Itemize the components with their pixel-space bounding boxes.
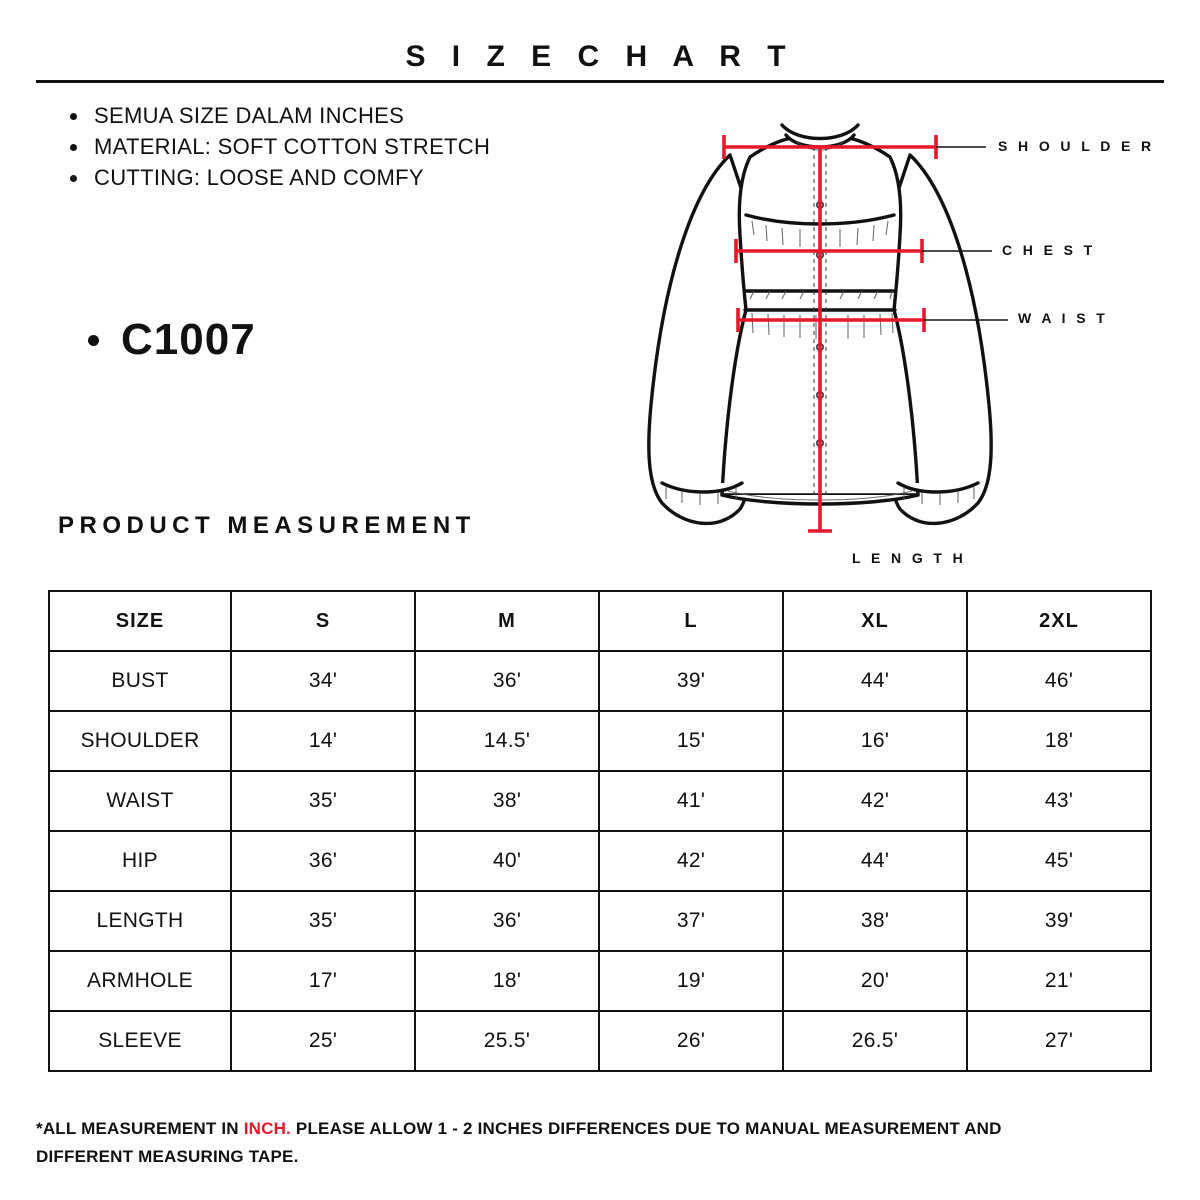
- cell: 21': [967, 951, 1151, 1011]
- cell: 35': [231, 891, 415, 951]
- cell: 37': [599, 891, 783, 951]
- row-label: SHOULDER: [49, 711, 231, 771]
- cell: 36': [231, 831, 415, 891]
- column-header-size: SIZE: [49, 591, 231, 651]
- cell: 36': [415, 651, 599, 711]
- label-length: L E N G T H: [852, 550, 967, 566]
- cell: 44': [783, 831, 967, 891]
- cell: 19': [599, 951, 783, 1011]
- cell: 43': [967, 771, 1151, 831]
- cell: 35': [231, 771, 415, 831]
- cell: 38': [783, 891, 967, 951]
- column-header-l: L: [599, 591, 783, 651]
- cell: 38': [415, 771, 599, 831]
- bullet-dot-icon: [88, 335, 99, 346]
- cell: 34': [231, 651, 415, 711]
- table-row: [49, 1011, 1151, 1071]
- cell: 45': [967, 831, 1151, 891]
- product-measurement-heading: PRODUCT MEASUREMENT: [58, 512, 476, 539]
- cell: 27': [967, 1011, 1151, 1071]
- intro-bullet-list: [62, 100, 490, 193]
- cell: 18': [967, 711, 1151, 771]
- cell: 39': [599, 651, 783, 711]
- footnote-prefix: *ALL MEASUREMENT IN: [36, 1119, 244, 1138]
- table-row: [49, 711, 1151, 771]
- cell: 44': [783, 651, 967, 711]
- page-title: S I Z E C H A R T: [405, 40, 795, 73]
- cell: 40': [415, 831, 599, 891]
- cell: 15': [599, 711, 783, 771]
- label-waist: W A I S T: [1018, 310, 1109, 326]
- label-shoulder: S H O U L D E R: [998, 138, 1155, 154]
- column-header-xl: XL: [783, 591, 967, 651]
- cell: 36': [415, 891, 599, 951]
- table-row: [49, 651, 1151, 711]
- cell: 14': [231, 711, 415, 771]
- list-item: SEMUA SIZE DALAM INCHES: [62, 100, 490, 131]
- column-header-2xl: 2XL: [967, 591, 1151, 651]
- cell: 39': [967, 891, 1151, 951]
- footnote: [36, 1115, 1036, 1171]
- cell: 25.5': [415, 1011, 599, 1071]
- cell: 20': [783, 951, 967, 1011]
- table-row: [49, 831, 1151, 891]
- table-header-row: [49, 591, 1151, 651]
- product-code-label: C1007: [121, 315, 256, 364]
- cell: 18': [415, 951, 599, 1011]
- label-chest: C H E S T: [1002, 242, 1096, 258]
- cell: 42': [599, 831, 783, 891]
- cell: 16': [783, 711, 967, 771]
- cell: 42': [783, 771, 967, 831]
- cell: 25': [231, 1011, 415, 1071]
- row-label: WAIST: [49, 771, 231, 831]
- title-divider: [36, 80, 1164, 83]
- table-row: [49, 951, 1151, 1011]
- row-label: ARMHOLE: [49, 951, 231, 1011]
- cell: 46': [967, 651, 1151, 711]
- list-item: MATERIAL: SOFT COTTON STRETCH: [62, 131, 490, 162]
- row-label: BUST: [49, 651, 231, 711]
- cell: 26.5': [783, 1011, 967, 1071]
- product-code: [88, 315, 256, 365]
- cell: 26': [599, 1011, 783, 1071]
- row-label: HIP: [49, 831, 231, 891]
- list-item: CUTTING: LOOSE AND COMFY: [62, 162, 490, 193]
- blouse-technical-drawing: [600, 95, 1160, 585]
- cell: 17': [231, 951, 415, 1011]
- footnote-highlight: INCH.: [243, 1119, 291, 1138]
- row-label: LENGTH: [49, 891, 231, 951]
- cell: 14.5': [415, 711, 599, 771]
- garment-illustration: [600, 95, 1160, 585]
- column-header-s: S: [231, 591, 415, 651]
- table-row: [49, 891, 1151, 951]
- table-row: [49, 771, 1151, 831]
- column-header-m: M: [415, 591, 599, 651]
- cell: 41': [599, 771, 783, 831]
- footnote-suffix: PLEASE ALLOW 1 - 2 INCHES DIFFERENCES DUE TO MANUAL MEASUREMENT AND DIFFERENT MEASURING TAPE.: [36, 1119, 1002, 1166]
- row-label: SLEEVE: [49, 1011, 231, 1071]
- measurement-table: [48, 590, 1152, 1072]
